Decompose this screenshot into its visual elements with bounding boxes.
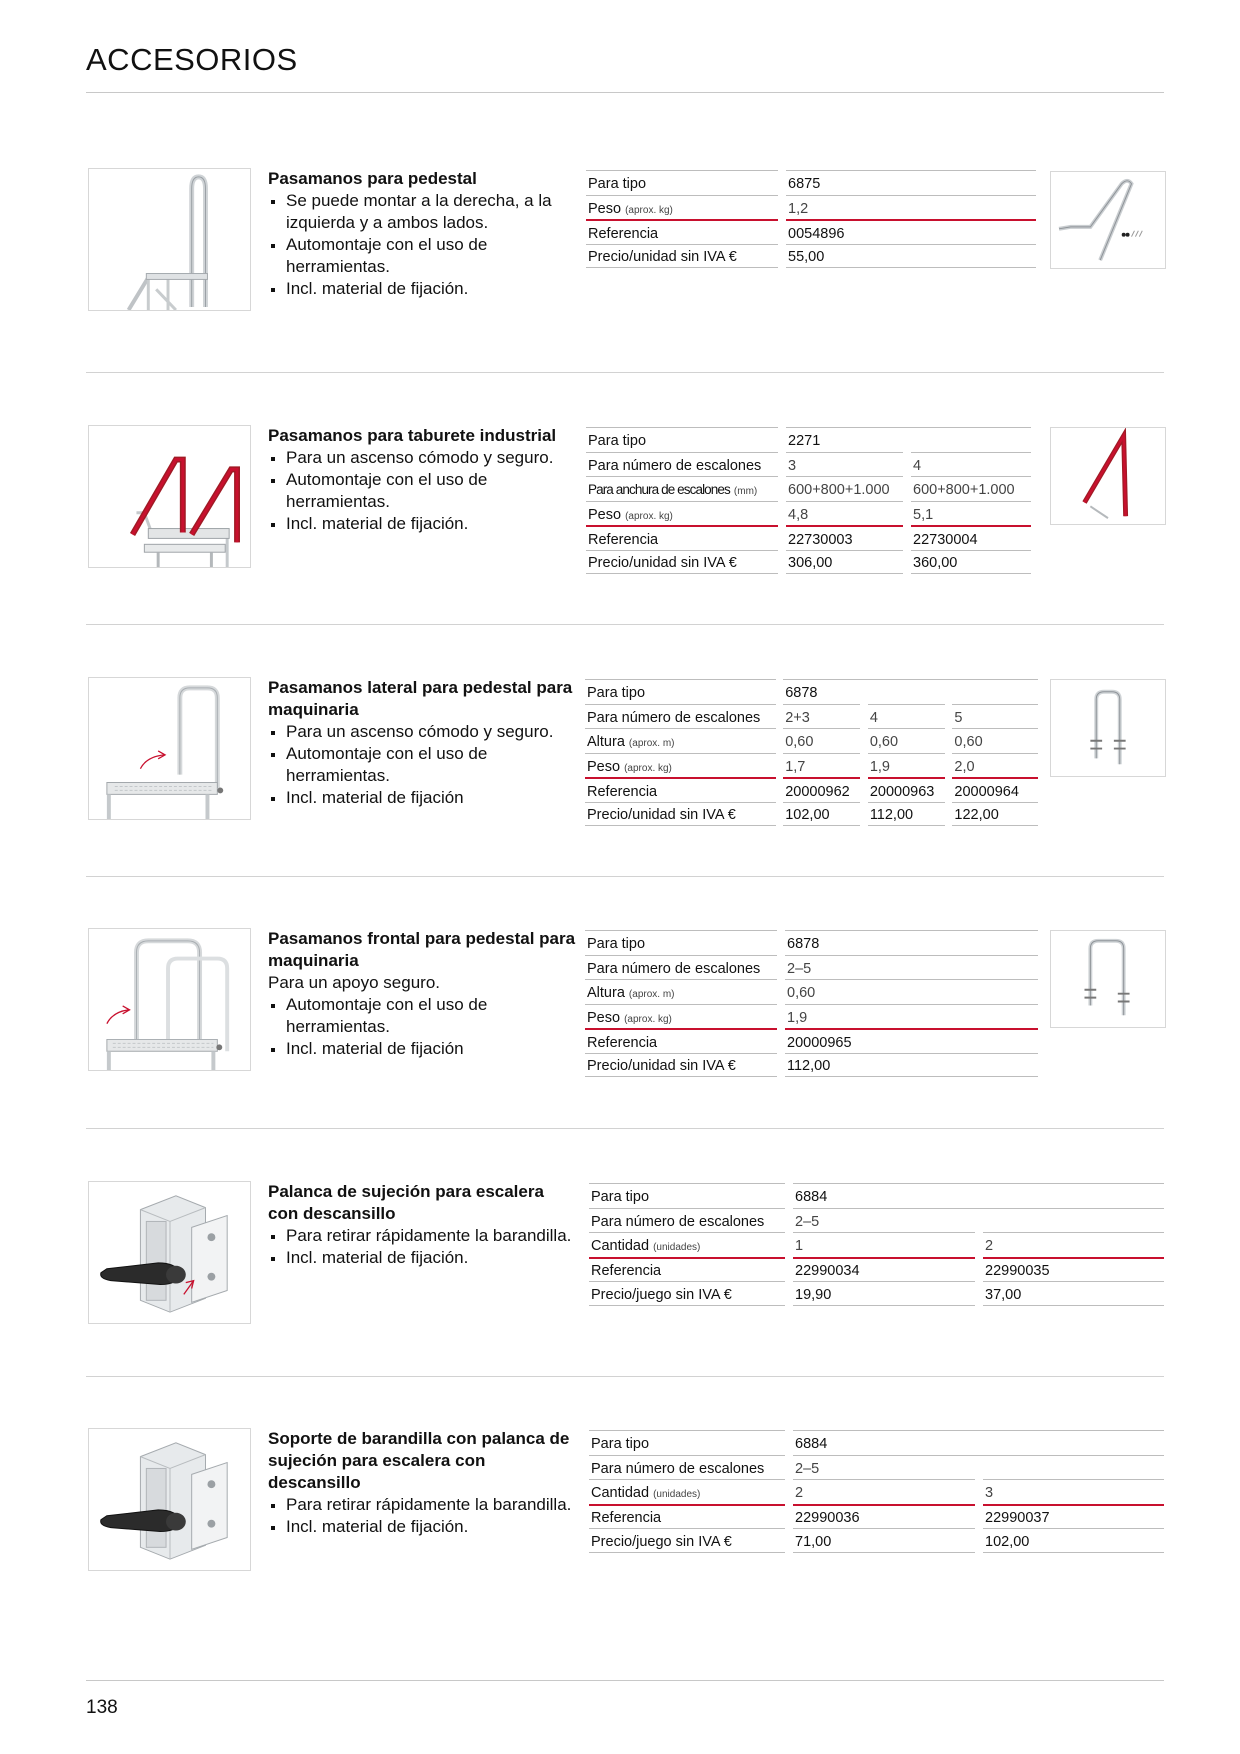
feature-list [268,1225,578,1269]
product-title: Soporte de barandilla con palanca de sujeción para escalera con descansillo [268,1429,570,1492]
spec-label: Precio/juego sin IVA € [589,1281,785,1306]
spec-value: 1,9 [868,753,945,778]
page-number: 138 [86,1697,118,1718]
spec-value: 2–5 [793,1455,1164,1480]
spec-value: 1,9 [785,1004,1038,1029]
header-rule [86,92,1164,93]
product-thumbnail [1050,427,1166,525]
feature-item: Incl. material de fijación. [268,1516,578,1538]
spec-value: 306,00 [786,550,903,575]
railing-support-photo [89,1429,250,1570]
product-thumbnail [1050,171,1166,269]
spec-label: Referencia [586,525,778,550]
spec-value: 600+800+1.000 [786,476,903,501]
spec-label: Para número de escalones [585,704,776,729]
spec-label: Para tipo [586,427,778,452]
product-photo [88,1428,251,1571]
spec-value: 22730003 [786,525,903,550]
spec-value: 0,60 [783,728,860,753]
feature-list [268,190,578,300]
product-subtitle: Para un apoyo seguro. [268,973,441,992]
spec-value: 55,00 [786,244,1036,269]
spec-value: 0,60 [785,979,1038,1004]
spec-label: Para tipo [589,1183,785,1208]
feature-item: Para retirar rápidamente la barandilla. [268,1225,578,1247]
spec-label: Para tipo [589,1430,785,1455]
feature-item: Incl. material de fijación. [268,1247,578,1269]
spec-value: 6884 [793,1183,1164,1208]
spec-label: Cantidad (unidades) [589,1479,785,1504]
product-description [268,1428,578,1538]
feature-item: Se puede montar a la derecha, a la izquierda y a ambos lados. [268,190,578,234]
spec-value: 4,8 [786,501,903,526]
feature-list [268,1494,578,1538]
handrail-thumbnail [1051,172,1165,268]
side-handrail-thumbnail [1051,680,1165,776]
spec-value: 112,00 [868,802,945,827]
spec-value: 6884 [793,1430,1164,1455]
spec-value: 2–5 [785,955,1038,980]
spec-value: 2+3 [783,704,860,729]
product-photo [88,928,251,1071]
spec-label: Precio/unidad sin IVA € [585,1053,777,1078]
product-thumbnail [1050,930,1166,1028]
front-handrail-thumbnail [1051,931,1165,1027]
spec-value: 22990036 [793,1504,975,1529]
spec-label: Altura (aprox. m) [585,728,776,753]
spec-label: Peso (aprox. kg) [586,501,778,526]
spec-label: Para número de escalones [589,1208,785,1233]
spec-label: Referencia [585,1028,777,1053]
spec-value: 122,00 [952,802,1038,827]
section-divider [86,372,1164,373]
feature-list [268,721,578,809]
product-photo [88,677,251,820]
spec-label: Precio/unidad sin IVA € [586,550,778,575]
page-title: ACCESORIOS [86,42,298,77]
front-handrail-photo [89,929,250,1070]
spec-value: 20000962 [783,777,860,802]
spec-value: 20000965 [785,1028,1038,1053]
spec-value: 5,1 [911,501,1031,526]
product-title: Pasamanos para taburete industrial [268,426,557,445]
spec-value: 0054896 [786,219,1036,244]
feature-item: Automontaje con el uso de herramientas. [268,994,578,1038]
spec-value: 20000963 [868,777,945,802]
product-photo [88,1181,251,1324]
spec-value: 20000964 [952,777,1038,802]
spec-value: 102,00 [983,1528,1164,1553]
feature-item: Automontaje con el uso de herramientas. [268,743,578,787]
spec-label: Para número de escalones [585,955,777,980]
spec-label: Peso (aprox. kg) [586,195,778,220]
feature-item: Para retirar rápidamente la barandilla. [268,1494,578,1516]
spec-label: Para anchura de escalones (mm) [586,476,778,501]
spec-value: 0,60 [868,728,945,753]
spec-label: Precio/unidad sin IVA € [585,802,776,827]
spec-label: Para tipo [585,930,777,955]
spec-value: 22990037 [983,1504,1164,1529]
product-description [268,168,578,300]
product-photo [88,168,251,311]
product-description [268,1181,578,1269]
handrail-stool-photo [89,426,250,567]
spec-value: 22730004 [911,525,1031,550]
feature-item: Incl. material de fijación [268,1038,578,1060]
spec-value: 6875 [786,170,1036,195]
spec-label: Peso (aprox. kg) [585,753,776,778]
section-divider [86,876,1164,877]
spec-label: Referencia [586,219,778,244]
spec-value: 360,00 [911,550,1031,575]
feature-item: Automontaje con el uso de herramientas. [268,234,578,278]
feature-item: Incl. material de fijación [268,787,578,809]
spec-label: Peso (aprox. kg) [585,1004,777,1029]
spec-value: 3 [983,1479,1164,1504]
feature-list [268,447,578,535]
spec-label: Referencia [585,777,776,802]
spec-table [586,427,1031,574]
spec-value: 4 [911,452,1031,477]
spec-label: Para tipo [586,170,778,195]
spec-value: 600+800+1.000 [911,476,1031,501]
spec-value: 6878 [785,930,1038,955]
spec-label: Referencia [589,1504,785,1529]
spec-value: 2 [983,1232,1164,1257]
section-divider [86,1128,1164,1129]
footer-rule [86,1680,1164,1681]
spec-value: 4 [868,704,945,729]
spec-value: 2271 [786,427,1031,452]
clamping-lever-photo [89,1182,250,1323]
product-description [268,425,578,535]
product-photo [88,425,251,568]
feature-item: Incl. material de fijación. [268,278,578,300]
feature-item: Para un ascenso cómodo y seguro. [268,721,578,743]
spec-label: Referencia [589,1257,785,1282]
handrail-pedestal-photo [89,169,250,310]
section-divider [86,1376,1164,1377]
spec-value: 1,2 [786,195,1036,220]
spec-value: 6878 [783,679,1038,704]
spec-label: Para número de escalones [589,1455,785,1480]
feature-list [268,994,578,1060]
spec-value: 2–5 [793,1208,1164,1233]
spec-value: 2,0 [952,753,1038,778]
spec-value: 3 [786,452,903,477]
spec-value: 19,90 [793,1281,975,1306]
spec-table [585,930,1038,1077]
feature-item: Automontaje con el uso de herramientas. [268,469,578,513]
spec-value: 112,00 [785,1053,1038,1078]
spec-label: Para tipo [585,679,776,704]
spec-table [589,1183,1164,1306]
product-thumbnail [1050,679,1166,777]
product-description [268,928,578,1060]
spec-label: Precio/unidad sin IVA € [586,244,778,269]
spec-label: Para número de escalones [586,452,778,477]
product-title: Pasamanos frontal para pedestal para maquinaria [268,929,576,970]
product-description [268,677,578,809]
feature-item: Para un ascenso cómodo y seguro. [268,447,578,469]
spec-value: 2 [793,1479,975,1504]
spec-label: Altura (aprox. m) [585,979,777,1004]
spec-table [586,170,1036,268]
spec-value: 22990034 [793,1257,975,1282]
feature-item: Incl. material de fijación. [268,513,578,535]
spec-value: 22990035 [983,1257,1164,1282]
product-title: Pasamanos lateral para pedestal para maquinaria [268,678,573,719]
spec-value: 37,00 [983,1281,1164,1306]
spec-label: Precio/juego sin IVA € [589,1528,785,1553]
spec-label: Cantidad (unidades) [589,1232,785,1257]
spec-value: 1 [793,1232,975,1257]
spec-table [585,679,1038,826]
side-handrail-photo [89,678,250,819]
spec-value: 71,00 [793,1528,975,1553]
product-title: Palanca de sujeción para escalera con descansillo [268,1182,544,1223]
spec-table [589,1430,1164,1553]
spec-value: 102,00 [783,802,860,827]
section-divider [86,624,1164,625]
spec-value: 0,60 [952,728,1038,753]
stool-handrail-thumbnail [1051,428,1165,524]
spec-value: 5 [952,704,1038,729]
spec-value: 1,7 [783,753,860,778]
product-title: Pasamanos para pedestal [268,169,477,188]
